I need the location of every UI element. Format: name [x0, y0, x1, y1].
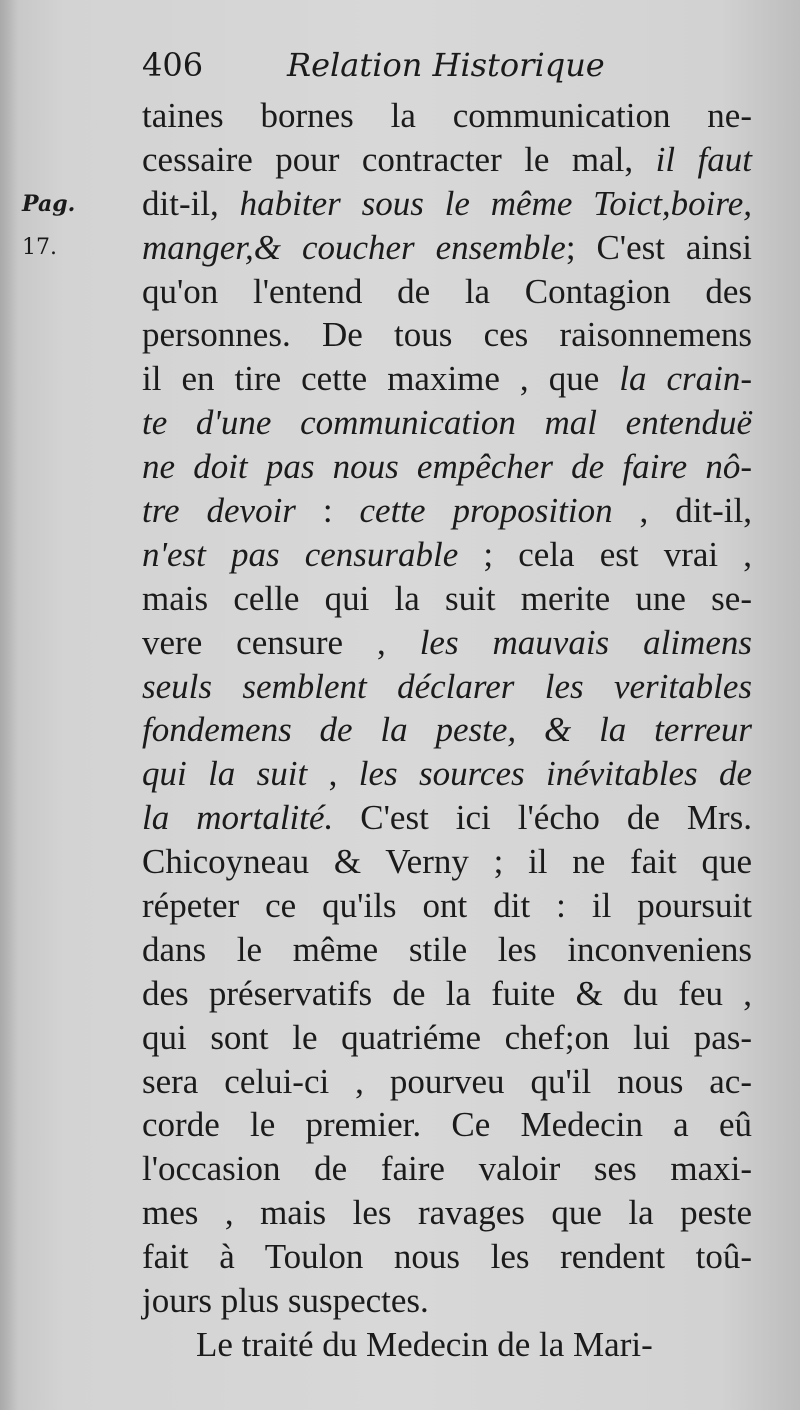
- text-line: [142, 401, 752, 445]
- roman-text: répeter ce qu'ils ont dit : il poursuit: [142, 886, 752, 926]
- text-line: [142, 1103, 752, 1147]
- text-line: [142, 840, 752, 884]
- text-line: [142, 1060, 752, 1104]
- running-title: Relation Historique: [287, 46, 605, 84]
- roman-text: ,: [307, 754, 359, 794]
- roman-text: vere censure ,: [142, 622, 420, 662]
- italic-text: qui la suit: [142, 754, 308, 794]
- roman-text: corde le premier. Ce Medecin a eû: [142, 1105, 752, 1145]
- roman-text: Chicoyneau & Verny ; il ne fait que: [142, 842, 752, 882]
- roman-text: mais celle qui la suit merite une se-: [142, 578, 752, 618]
- roman-text: jours plus suspectes.: [142, 1281, 429, 1321]
- text-line: [142, 884, 752, 928]
- text-line: [142, 445, 752, 489]
- text-line: [142, 577, 752, 621]
- italic-text: les sources inévitables de: [358, 754, 752, 794]
- text-line: [142, 313, 752, 357]
- roman-text: sera celui-ci , pourveu qu'il nous ac-: [142, 1061, 752, 1101]
- text-line: [142, 1191, 752, 1235]
- roman-text: dit-il,: [142, 183, 240, 223]
- text-line: [142, 226, 752, 270]
- text-line: [142, 1016, 752, 1060]
- italic-text: seuls semblent déclarer les veritables: [142, 666, 752, 706]
- text-line: [142, 533, 752, 577]
- italic-text: la crain-: [619, 359, 752, 399]
- text-line: [142, 94, 752, 138]
- roman-text: Le traité du Medecin de la Mari-: [196, 1324, 653, 1364]
- text-line: [142, 489, 752, 533]
- spine-shadow: [0, 0, 18, 1410]
- italic-text: habiter sous le même Toict,boire,: [239, 183, 752, 223]
- italic-text: fondemens de la peste, & la terreur: [142, 710, 752, 750]
- text-line: [142, 1279, 752, 1323]
- margin-note-line: 17.: [22, 235, 57, 260]
- text-line: [142, 928, 752, 972]
- roman-text: fait à Toulon nous les rendent toû-: [142, 1237, 752, 1277]
- roman-text: des préservatifs de la fuite & du feu ,: [142, 973, 752, 1013]
- text-line: [142, 796, 752, 840]
- roman-text: il en tire cette maxime , que: [142, 359, 620, 399]
- italic-text: n'est pas censurable: [142, 534, 459, 574]
- italic-text: il faut: [655, 139, 752, 179]
- roman-text: cessaire pour contracter le mal,: [142, 139, 656, 179]
- roman-text: qui sont le quatriéme chef;on lui pas-: [142, 1017, 752, 1057]
- roman-text: qu'on l'entend de la Contagion des: [142, 271, 752, 311]
- italic-text: les mauvais alimens: [419, 622, 752, 662]
- text-line: [142, 138, 752, 182]
- roman-text: mes , mais les ravages que la peste: [142, 1193, 752, 1233]
- text-line: [142, 752, 752, 796]
- italic-text: manger,& coucher ensemble: [142, 227, 566, 267]
- roman-text: C'est ici l'écho de Mrs.: [333, 798, 752, 838]
- text-line: [142, 270, 752, 314]
- page-number: 406: [142, 46, 204, 84]
- margin-note-line: Pag.: [22, 191, 76, 217]
- text-line: [142, 1323, 752, 1367]
- italic-text: te d'une communication mal entenduë: [142, 403, 752, 443]
- text-line: [142, 357, 752, 401]
- text-line: [142, 1147, 752, 1191]
- italic-text: ne doit pas nous empêcher de faire nô-: [142, 447, 752, 487]
- roman-text: ; cela est vrai ,: [458, 534, 752, 574]
- roman-text: , dit-il,: [612, 491, 752, 531]
- margin-note: [22, 182, 112, 270]
- text-line: [142, 972, 752, 1016]
- page-header: [142, 46, 742, 96]
- body-text: [142, 94, 752, 1367]
- text-line: [142, 1235, 752, 1279]
- roman-text: personnes. De tous ces raisonnemens: [142, 315, 752, 355]
- text-line: [142, 665, 752, 709]
- italic-text: tre devoir: [142, 491, 296, 531]
- roman-text: taines bornes la communication ne-: [142, 96, 752, 135]
- roman-text: l'occasion de faire valoir ses maxi-: [142, 1149, 752, 1189]
- roman-text: ; C'est ainsi: [565, 227, 752, 267]
- roman-text: :: [295, 491, 360, 531]
- text-line: [142, 182, 752, 226]
- italic-text: la mortalité.: [142, 798, 334, 838]
- text-line: [142, 708, 752, 752]
- italic-text: cette proposition: [359, 491, 613, 531]
- text-line: [142, 621, 752, 665]
- roman-text: dans le même stile les inconveniens: [142, 929, 752, 969]
